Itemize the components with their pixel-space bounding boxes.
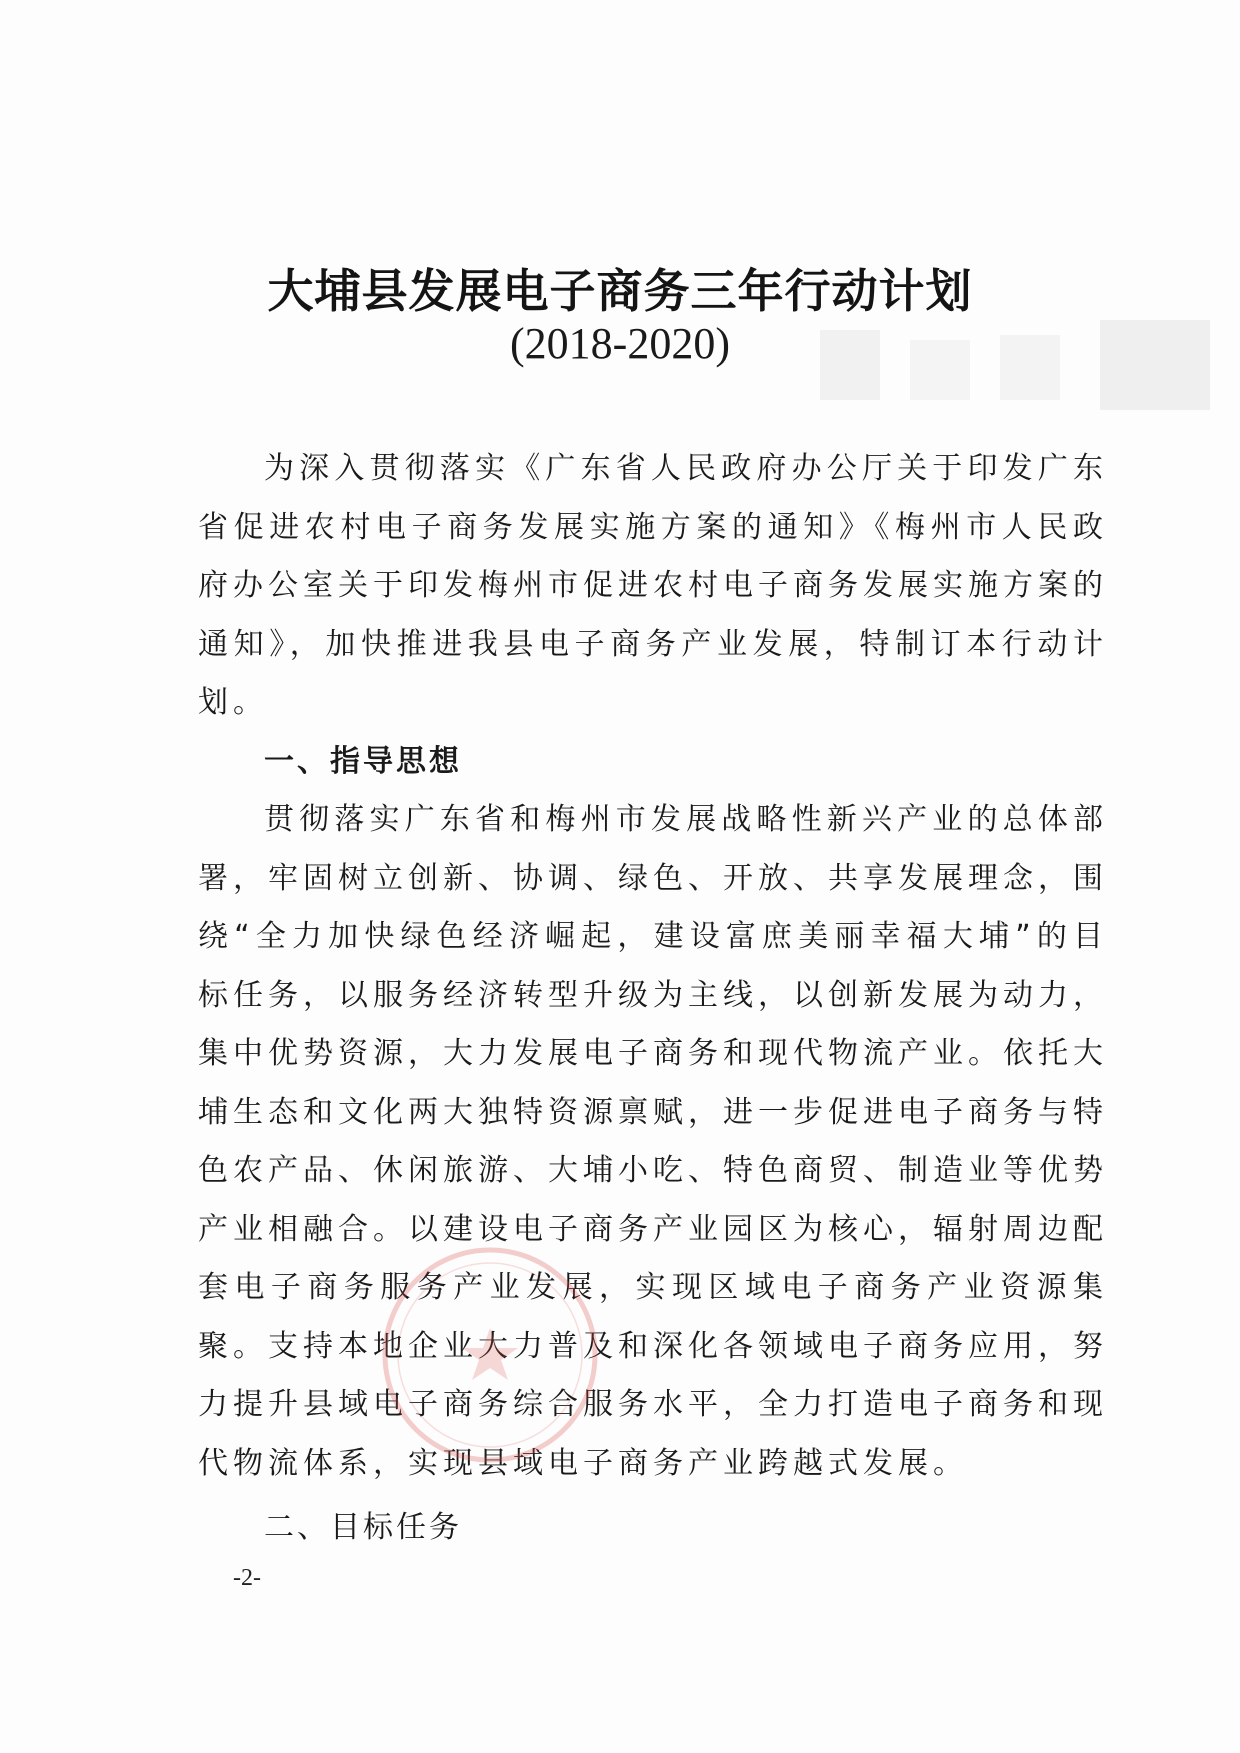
guiding-ideology-paragraph: 贯彻落实广东省和梅州市发展战略性新兴产业的总体部署，牢固树立创新、协调、绿色、开放、共享发展理念，围绕“全力加快绿色经济崛起，建设富庶美丽幸福大埔”的目标任务，以服务经济转型升级为主线，以创新发展为动力，集中优势资源，大力发展电子商务和现代物流产业。依托大埔生态和文化两大独特资源禀赋，进一步促进电子商务与特色农产品、休闲旅游、大埔小吃、特色商贸、制造业等优势产业相融合。以建设电子商务产业园区为核心，辐射周边配套电子商务服务产业发展，实现区域电子商务产业资源集聚。支持本地企业大力普及和深化各领域电子商务应用，努力提升县域电子商务综合服务水平，全力打造电子商务和现代物流体系，实现县域电子商务产业跨越式发展。 — [198, 802, 1108, 1481]
document-title: 大埔县发展电子商务三年行动计划 — [267, 264, 973, 318]
intro-paragraph: 为深入贯彻落实《广东省人民政府办公厅关于印发广东省促进农村电子商务发展实施方案的通知》《梅州市人民政府办公室关于印发梅州市促进农村电子商务发展实施方案的通知》，加快推进我县电子商务产业发展，特制订本行动计划。 — [198, 451, 1108, 720]
document-body — [198, 440, 1108, 1558]
section-heading-goals-tasks: 二、目标任务 — [264, 1510, 462, 1545]
page-number: -2- — [233, 1565, 261, 1591]
section-heading-guiding-ideology: 一、指导思想 — [264, 743, 462, 779]
document-subtitle: (2018-2020) — [510, 319, 730, 368]
